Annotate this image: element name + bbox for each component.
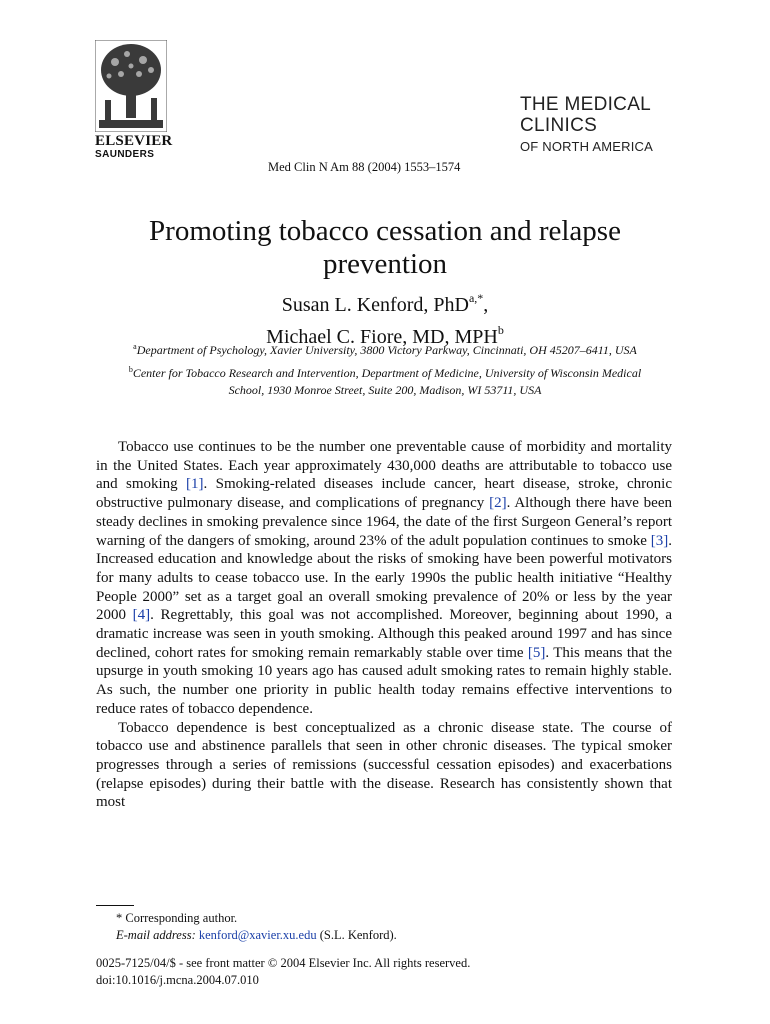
citation-link[interactable]: [2] xyxy=(489,495,507,512)
author-affiliation-marker[interactable]: a,* xyxy=(468,291,484,305)
affiliation-text: Department of Psychology, Xavier University, 3800 Victory Parkway, Cincinnati, OH 45207–6411, USA xyxy=(136,343,637,357)
body-text: . Although there have been steady declines in smoking prevalence since 1964, the date of the first Surgeon General’s report warning of the dangers of smoking, around 23% of the adult population continues to smoke xyxy=(96,495,672,549)
affiliation-list xyxy=(110,338,660,401)
citation-link[interactable]: [3] xyxy=(650,532,669,549)
email-suffix: (S.L. Kenford). xyxy=(319,928,397,942)
footnote-divider xyxy=(96,905,134,906)
journal-brand-line: THE MEDICAL xyxy=(520,94,652,115)
copyright-line: 0025-7125/04/$ - see front matter © 2004 Elsevier Inc. All rights reserved. xyxy=(96,956,471,970)
author-name: Michael C. Fiore, MD, MPH xyxy=(266,326,498,348)
email-link[interactable]: kenford@xavier.xu.edu xyxy=(198,928,317,942)
email-label: E-mail address: xyxy=(116,928,196,942)
affiliation xyxy=(110,361,660,399)
body-paragraph xyxy=(96,719,672,813)
body-paragraph xyxy=(96,438,672,719)
body-text: . This means that the upsurge in youth smoking 10 years ago has caused adult smoking rates to remain highly stable. As such, the number one priority in public health today remains effective interventions to reduce rates of tobacco dependence. xyxy=(96,644,672,717)
affiliation-marker: b xyxy=(128,365,133,374)
body-text: . Smoking-related diseases include cancer, heart disease, stroke, chronic obstructive pulmonary disease, and complications of pregnancy xyxy=(96,476,672,512)
body-text: Tobacco use continues to be the number one preventable cause of morbidity and mortality in the United States. Each year approximately 430,000 deaths are attributable to tobacco use and smoking xyxy=(96,439,672,493)
author-name: Susan L. Kenford, PhD xyxy=(281,294,469,316)
publisher-name: ELSEVIER xyxy=(95,133,173,149)
body-text: . Increased education and knowledge about the risks of smoking have been powerful motivators for many adults to cease tobacco use. In the early 1990s the public health initiative “Healthy People 2000” set as a target goal an overall smoking prevalence of 20% or less by the year 2000 xyxy=(96,532,672,624)
citation-link[interactable]: [5] xyxy=(527,644,546,661)
corresponding-author-note: * Corresponding author. xyxy=(116,911,238,925)
publisher-imprint: SAUNDERS xyxy=(95,149,155,160)
author xyxy=(95,286,675,318)
elsevier-logo xyxy=(95,40,173,160)
affiliation xyxy=(110,338,660,359)
author-affiliation-marker[interactable]: b xyxy=(497,323,504,337)
email-note xyxy=(96,927,672,944)
affiliation-text: Center for Tobacco Research and Intervention, Department of Medicine, University of Wisconsin Medical School, 1930 Monroe Street, Suite 200, Madison, WI 53711, USA xyxy=(132,366,642,397)
doi-line[interactable]: doi:10.1016/j.mcna.2004.07.010 xyxy=(96,973,259,987)
journal-citation: Med Clin N Am 88 (2004) 1553–1574 xyxy=(268,160,461,174)
journal-brand xyxy=(520,94,653,155)
author-separator: , xyxy=(483,294,489,316)
citation-link[interactable]: [1] xyxy=(186,476,204,493)
footnotes xyxy=(96,910,672,944)
elsevier-tree-icon xyxy=(95,40,167,132)
article-title: Promoting tobacco cessation and relapse prevention xyxy=(149,215,621,280)
article-body xyxy=(96,438,672,812)
journal-brand-line: OF NORTH AMERICA xyxy=(520,139,653,154)
affiliation-marker: a xyxy=(133,342,137,351)
citation-link[interactable]: [4] xyxy=(132,607,151,624)
body-text: . Regrettably, this goal was not accomplished. Moreover, beginning about 1990, a dramatic increase was seen in youth smoking. Although this peaked around 1997 and has since declined, cohort rates for smoking remain remarkably stable over time xyxy=(96,607,673,661)
journal-brand-line: CLINICS xyxy=(520,115,598,136)
copyright-block xyxy=(96,955,672,989)
body-text: Tobacco dependence is best conceptualized as a chronic disease state. The course of tobacco use and abstinence parallels that seen in other chronic diseases. The typical smoker progresses through a series of remissions (successful cessation episodes) and exacerbations (relapse episodes) during their battle with the disease. Research has consistently shown that most xyxy=(96,719,672,811)
